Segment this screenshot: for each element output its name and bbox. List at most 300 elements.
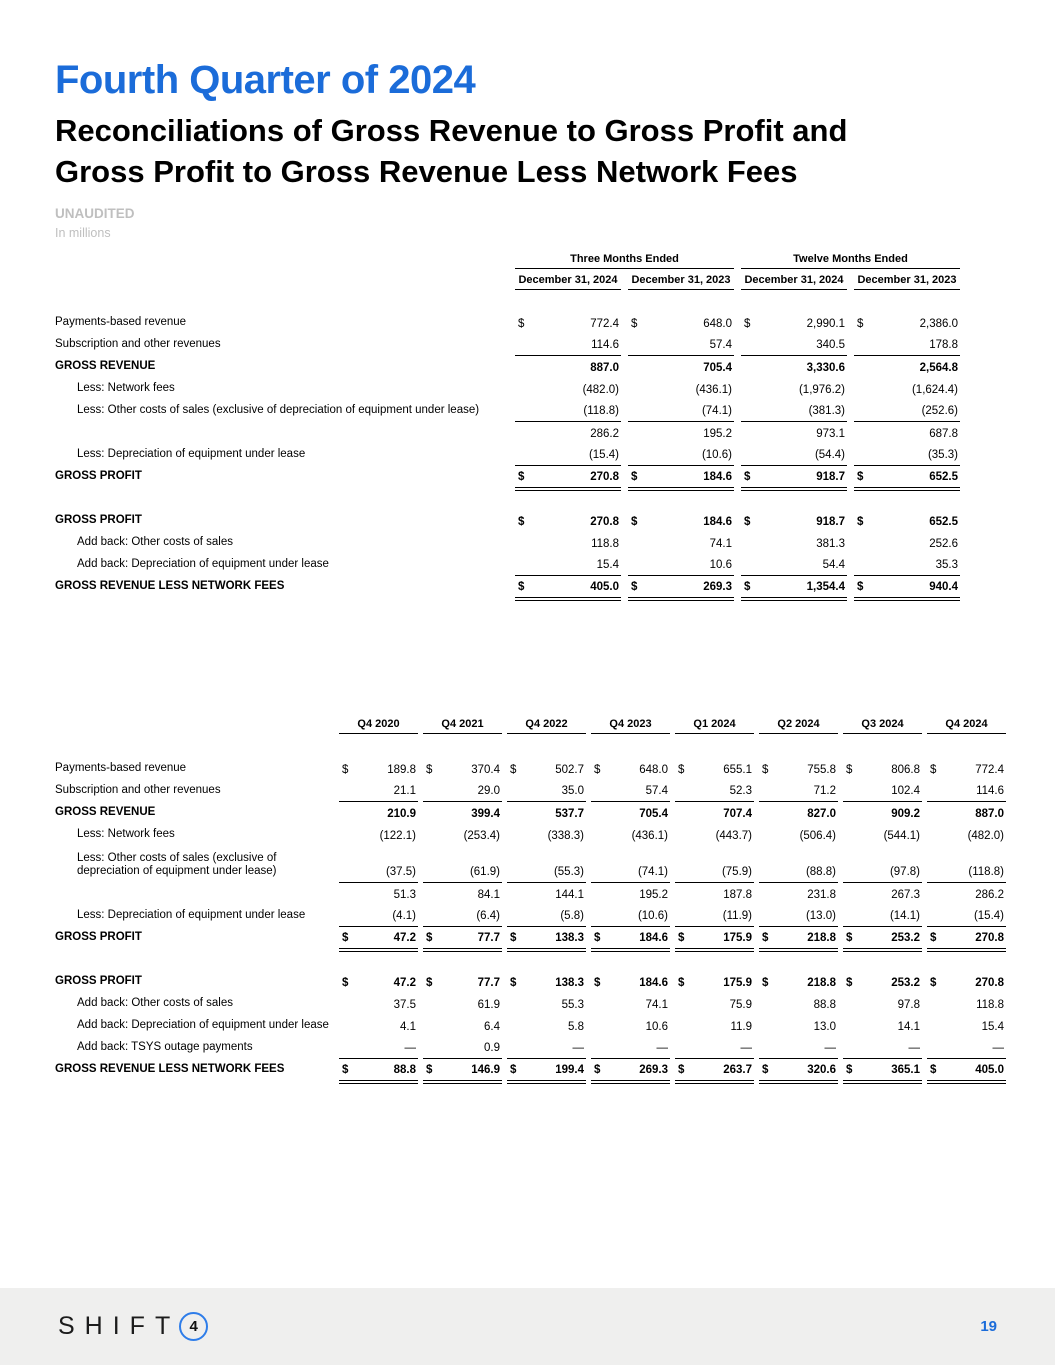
- logo-circle-icon: [179, 1312, 208, 1341]
- cell-value: 29.0: [477, 785, 500, 797]
- dollar-sign: $: [857, 516, 864, 528]
- cell-value: 77.7: [477, 932, 500, 944]
- cell-value: 502.7: [555, 764, 584, 776]
- row-label: GROSS PROFIT: [55, 975, 142, 988]
- cell-value: (122.1): [379, 830, 416, 842]
- dollar-sign: $: [426, 977, 433, 989]
- value-cell: [591, 1037, 670, 1059]
- dollar-sign: $: [846, 932, 853, 944]
- cell-value: —: [404, 1042, 416, 1054]
- cell-value: (75.9): [721, 866, 752, 878]
- value-cell: [927, 802, 1006, 824]
- value-cell: [759, 1037, 838, 1059]
- dollar-sign: $: [846, 1064, 853, 1076]
- row-label: Subscription and other revenues: [55, 784, 221, 797]
- cell-value: 365.1: [891, 1064, 920, 1076]
- value-cell: [507, 971, 586, 993]
- cell-value: 827.0: [807, 808, 836, 820]
- cell-value: 114.6: [591, 339, 619, 351]
- value-cell: [591, 993, 670, 1015]
- cell-value: 138.3: [555, 932, 584, 944]
- value-cell: [741, 444, 847, 466]
- cell-value: 118.8: [976, 999, 1004, 1011]
- value-cell: [507, 758, 586, 780]
- value-cell: [591, 1059, 670, 1081]
- cell-value: 270.8: [590, 471, 619, 483]
- value-cell: [591, 802, 670, 824]
- group-header: Twelve Months Ended: [741, 253, 960, 269]
- value-cell: [759, 758, 838, 780]
- cell-value: 269.3: [639, 1064, 668, 1076]
- value-cell: [741, 554, 847, 576]
- cell-value: 52.3: [729, 785, 752, 797]
- value-cell: [423, 1059, 502, 1081]
- cell-value: 15.4: [596, 559, 619, 571]
- value-cell: [675, 883, 754, 905]
- cell-value: 5.8: [568, 1021, 584, 1033]
- value-cell: [628, 510, 734, 532]
- cell-value: (252.6): [921, 405, 958, 417]
- table-body: [55, 758, 1008, 1081]
- dollar-sign: $: [846, 764, 853, 776]
- row-label: Less: Network fees: [77, 828, 175, 841]
- cell-value: 918.7: [816, 471, 845, 483]
- value-cell: [339, 883, 418, 905]
- value-cell: [628, 334, 734, 356]
- cell-value: 6.4: [484, 1021, 500, 1033]
- cell-value: (15.4): [973, 910, 1004, 922]
- cell-value: 755.8: [807, 764, 836, 776]
- dollar-sign: $: [426, 932, 433, 944]
- value-cell: [927, 1015, 1006, 1037]
- cell-value: 1,354.4: [806, 581, 845, 593]
- shift4-logo: [58, 1312, 208, 1341]
- value-cell: [515, 510, 621, 532]
- value-cell: [339, 1015, 418, 1037]
- row-label: Less: Depreciation of equipment under lease: [77, 909, 306, 922]
- cell-value: 97.8: [897, 999, 920, 1011]
- dollar-sign: $: [744, 581, 751, 593]
- cell-value: (74.1): [701, 405, 732, 417]
- value-cell: [591, 758, 670, 780]
- value-cell: [675, 971, 754, 993]
- dollar-sign: $: [678, 1064, 685, 1076]
- table-row: [55, 1037, 1008, 1059]
- cell-value: (35.3): [927, 449, 958, 461]
- cell-value: —: [824, 1042, 836, 1054]
- row-label: GROSS REVENUE LESS NETWORK FEES: [55, 1063, 285, 1076]
- cell-value: (381.3): [808, 405, 845, 417]
- cell-value: 270.8: [975, 977, 1004, 989]
- table-row: [55, 971, 1008, 993]
- table-row: [55, 378, 967, 400]
- page-number: 19: [980, 1318, 997, 1335]
- row-label: Payments-based revenue: [55, 762, 187, 775]
- cell-value: (10.6): [637, 910, 668, 922]
- cell-value: 11.9: [730, 1021, 752, 1033]
- cell-value: 13.0: [813, 1021, 836, 1033]
- cell-value: 47.2: [393, 977, 416, 989]
- row-label: Less: Depreciation of equipment under lease: [77, 448, 306, 461]
- value-cell: [515, 554, 621, 576]
- cell-value: 399.4: [471, 808, 500, 820]
- cell-value: 2,564.8: [919, 362, 958, 374]
- cell-value: (13.0): [805, 910, 836, 922]
- row-label: [55, 440, 508, 444]
- dollar-sign: $: [744, 516, 751, 528]
- cell-value: 707.4: [723, 808, 752, 820]
- cell-value: (436.1): [631, 830, 668, 842]
- header-spacer-cell: [55, 253, 508, 269]
- cell-value: (74.1): [637, 866, 668, 878]
- value-cell: [759, 824, 838, 846]
- cell-value: 75.9: [729, 999, 752, 1011]
- column-header: Q1 2024: [675, 718, 754, 734]
- column-header: Q4 2023: [591, 718, 670, 734]
- cell-value: 405.0: [975, 1064, 1004, 1076]
- row-label: Less: Network fees: [77, 382, 175, 395]
- cell-value: 537.7: [555, 808, 584, 820]
- value-cell: [339, 1059, 418, 1081]
- value-cell: [507, 993, 586, 1015]
- cell-value: (118.8): [968, 866, 1004, 878]
- page-header: [55, 58, 995, 240]
- value-cell: [628, 554, 734, 576]
- dollar-sign: $: [594, 977, 601, 989]
- cell-value: 57.4: [645, 785, 668, 797]
- value-cell: [591, 927, 670, 949]
- cell-value: (118.8): [583, 405, 619, 417]
- value-cell: [759, 971, 838, 993]
- cell-value: 267.3: [891, 889, 920, 901]
- value-cell: [515, 466, 621, 488]
- cell-value: (97.8): [889, 866, 920, 878]
- value-cell: [423, 883, 502, 905]
- value-cell: [854, 510, 960, 532]
- value-cell: [843, 780, 922, 802]
- value-cell: [843, 758, 922, 780]
- value-cell: [759, 993, 838, 1015]
- dollar-sign: $: [510, 932, 517, 944]
- value-cell: [675, 802, 754, 824]
- value-cell: [515, 378, 621, 400]
- dollar-sign: $: [857, 581, 864, 593]
- cell-value: 74.1: [645, 999, 668, 1011]
- dollar-sign: $: [510, 1064, 517, 1076]
- cell-value: 88.8: [813, 999, 836, 1011]
- value-cell: [339, 758, 418, 780]
- cell-value: 252.6: [929, 538, 958, 550]
- dollar-sign: $: [744, 471, 751, 483]
- value-cell: [854, 466, 960, 488]
- value-cell: [759, 927, 838, 949]
- cell-value: 199.4: [555, 1064, 584, 1076]
- cell-value: 10.6: [645, 1021, 668, 1033]
- table-row: [55, 993, 1008, 1015]
- value-cell: [927, 1059, 1006, 1081]
- dollar-sign: $: [342, 764, 349, 776]
- cell-value: 55.3: [561, 999, 584, 1011]
- dollar-sign: $: [426, 1064, 433, 1076]
- dollar-sign: $: [342, 1064, 349, 1076]
- value-cell: [515, 444, 621, 466]
- table-row: [55, 466, 967, 488]
- column-header: December 31, 2024: [741, 274, 847, 290]
- cell-value: 370.4: [471, 764, 500, 776]
- cell-value: (338.3): [547, 830, 584, 842]
- value-cell: [675, 824, 754, 846]
- cell-value: —: [656, 1042, 668, 1054]
- value-cell: [591, 971, 670, 993]
- cell-value: 405.0: [590, 581, 619, 593]
- cell-value: 652.5: [929, 516, 958, 528]
- value-cell: [854, 378, 960, 400]
- table-row: [55, 883, 1008, 905]
- row-label: [55, 901, 334, 905]
- value-cell: [339, 802, 418, 824]
- unaudited-label: UNAUDITED: [55, 205, 135, 221]
- value-cell: [843, 1015, 922, 1037]
- value-cell: [628, 312, 734, 334]
- cell-value: (54.4): [814, 449, 845, 461]
- value-cell: [591, 883, 670, 905]
- cell-value: 210.9: [387, 808, 416, 820]
- dollar-sign: $: [678, 977, 685, 989]
- cell-value: —: [740, 1042, 752, 1054]
- value-cell: [339, 905, 418, 927]
- dollar-sign: $: [631, 471, 638, 483]
- logo-digit: 4: [189, 1318, 198, 1335]
- value-cell: [423, 971, 502, 993]
- value-cell: [628, 378, 734, 400]
- table-row: [55, 576, 967, 598]
- cell-value: 270.8: [975, 932, 1004, 944]
- dollar-sign: $: [930, 977, 937, 989]
- dollar-sign: $: [762, 932, 769, 944]
- value-cell: [675, 927, 754, 949]
- cell-value: 84.1: [477, 889, 500, 901]
- cell-value: —: [992, 1042, 1004, 1054]
- group-header: Three Months Ended: [515, 253, 734, 269]
- cell-value: 114.6: [976, 785, 1004, 797]
- row-label: Add back: Other costs of sales: [77, 536, 233, 549]
- value-cell: [854, 422, 960, 444]
- table-group-header-row: [55, 253, 967, 269]
- quarterly-trend-reconciliation-table: [55, 718, 1008, 1081]
- dollar-sign: $: [631, 516, 638, 528]
- cell-value: (482.0): [582, 384, 619, 396]
- cell-value: (253.4): [463, 830, 500, 842]
- row-label: Add back: Other costs of sales: [77, 997, 233, 1010]
- table-row: [55, 758, 1008, 780]
- value-cell: [423, 1037, 502, 1059]
- dollar-sign: $: [678, 932, 685, 944]
- dollar-sign: $: [678, 764, 685, 776]
- cell-value: 705.4: [703, 362, 732, 374]
- table-row: [55, 356, 967, 378]
- value-cell: [515, 334, 621, 356]
- cell-value: 218.8: [807, 977, 836, 989]
- cell-value: 184.6: [703, 471, 732, 483]
- dollar-sign: $: [510, 764, 517, 776]
- subtitle-line-1: Reconciliations of Gross Revenue to Gross Profit and: [55, 113, 848, 148]
- column-header: December 31, 2023: [854, 274, 960, 290]
- dollar-sign: $: [594, 764, 601, 776]
- cell-value: 77.7: [477, 977, 500, 989]
- cell-value: 687.8: [929, 428, 958, 440]
- cell-value: 14.1: [897, 1021, 920, 1033]
- cell-value: 806.8: [891, 764, 920, 776]
- cell-value: 47.2: [393, 932, 416, 944]
- dollar-sign: $: [857, 471, 864, 483]
- table-row: [55, 802, 1008, 824]
- cell-value: 269.3: [703, 581, 732, 593]
- cell-value: (436.1): [695, 384, 732, 396]
- value-cell: [741, 356, 847, 378]
- value-cell: [741, 378, 847, 400]
- cell-value: 2,990.1: [806, 318, 845, 330]
- value-cell: [339, 927, 418, 949]
- dollar-sign: $: [631, 581, 638, 593]
- column-header: December 31, 2023: [628, 274, 734, 290]
- value-cell: [591, 824, 670, 846]
- cell-value: 648.0: [639, 764, 668, 776]
- table-body: [55, 312, 967, 598]
- cell-value: 15.4: [981, 1021, 1004, 1033]
- value-cell: [628, 444, 734, 466]
- table-row: [55, 927, 1008, 949]
- value-cell: [507, 802, 586, 824]
- cell-value: (482.0): [967, 830, 1004, 842]
- value-cell: [759, 802, 838, 824]
- cell-value: 218.8: [807, 932, 836, 944]
- cell-value: 3,330.6: [806, 362, 845, 374]
- value-cell: [628, 466, 734, 488]
- cell-value: (55.3): [553, 866, 584, 878]
- cell-value: 320.6: [807, 1064, 836, 1076]
- value-cell: [927, 846, 1006, 883]
- value-cell: [339, 971, 418, 993]
- spacer-row: [55, 488, 967, 510]
- value-cell: [628, 356, 734, 378]
- dollar-sign: $: [744, 318, 751, 330]
- value-cell: [843, 905, 922, 927]
- cell-value: 61.9: [477, 999, 500, 1011]
- cell-value: 940.4: [929, 581, 958, 593]
- value-cell: [843, 883, 922, 905]
- dollar-sign: $: [631, 318, 638, 330]
- cell-value: 189.8: [387, 764, 416, 776]
- value-cell: [423, 802, 502, 824]
- cell-value: 705.4: [639, 808, 668, 820]
- value-cell: [854, 400, 960, 422]
- value-cell: [507, 1015, 586, 1037]
- value-cell: [591, 905, 670, 927]
- cell-value: (4.1): [392, 910, 416, 922]
- value-cell: [741, 576, 847, 598]
- cell-value: (1,624.4): [911, 384, 958, 396]
- value-cell: [675, 846, 754, 883]
- header-spacer-cell: [55, 718, 334, 734]
- column-header: Q4 2021: [423, 718, 502, 734]
- row-label: Add back: Depreciation of equipment under lease: [77, 558, 329, 571]
- value-cell: [507, 1059, 586, 1081]
- column-header: Q3 2024: [843, 718, 922, 734]
- value-cell: [843, 993, 922, 1015]
- cell-value: 74.1: [709, 538, 732, 550]
- value-cell: [339, 846, 418, 883]
- spacer-row: [55, 949, 1008, 971]
- dollar-sign: $: [846, 977, 853, 989]
- cell-value: 184.6: [703, 516, 732, 528]
- table-row: [55, 422, 967, 444]
- row-label: Less: Other costs of sales (exclusive of depreciation of equipment under lease): [77, 404, 480, 417]
- value-cell: [927, 883, 1006, 905]
- cell-value: 54.4: [822, 559, 845, 571]
- value-cell: [759, 905, 838, 927]
- cell-value: 88.8: [393, 1064, 416, 1076]
- dollar-sign: $: [762, 764, 769, 776]
- cell-value: 887.0: [590, 362, 619, 374]
- table-row: [55, 905, 1008, 927]
- column-header: Q4 2020: [339, 718, 418, 734]
- cell-value: 175.9: [723, 977, 752, 989]
- dollar-sign: $: [342, 977, 349, 989]
- value-cell: [515, 532, 621, 554]
- value-cell: [759, 1059, 838, 1081]
- value-cell: [843, 1037, 922, 1059]
- table-row: [55, 846, 1008, 883]
- value-cell: [675, 758, 754, 780]
- cell-value: 187.8: [723, 889, 752, 901]
- cell-value: 286.2: [975, 889, 1004, 901]
- value-cell: [628, 576, 734, 598]
- value-cell: [759, 883, 838, 905]
- page-subtitle: [55, 111, 995, 193]
- cell-value: (37.5): [385, 866, 416, 878]
- value-cell: [339, 824, 418, 846]
- value-cell: [854, 312, 960, 334]
- cell-value: 195.2: [703, 428, 732, 440]
- value-cell: [843, 1059, 922, 1081]
- cell-value: 231.8: [807, 889, 836, 901]
- value-cell: [927, 780, 1006, 802]
- row-label: Less: Other costs of sales (exclusive of depreciation of equipment under lease): [77, 851, 277, 878]
- value-cell: [843, 846, 922, 883]
- cell-value: 144.1: [555, 889, 584, 901]
- table-row: [55, 510, 967, 532]
- cell-value: (61.9): [469, 866, 500, 878]
- table-row: [55, 1015, 1008, 1037]
- value-cell: [423, 1015, 502, 1037]
- value-cell: [339, 1037, 418, 1059]
- row-label: GROSS PROFIT: [55, 514, 142, 527]
- row-label: Add back: Depreciation of equipment under lease: [77, 1019, 329, 1032]
- value-cell: [927, 1037, 1006, 1059]
- value-cell: [759, 846, 838, 883]
- value-cell: [423, 824, 502, 846]
- value-cell: [741, 334, 847, 356]
- row-label: Subscription and other revenues: [55, 338, 221, 351]
- value-cell: [507, 824, 586, 846]
- cell-value: (443.7): [715, 830, 752, 842]
- value-cell: [515, 400, 621, 422]
- page-title: Fourth Quarter of 2024: [55, 58, 476, 102]
- value-cell: [843, 802, 922, 824]
- cell-value: 35.3: [935, 559, 958, 571]
- cell-value: 381.3: [816, 538, 845, 550]
- table-row: [55, 780, 1008, 802]
